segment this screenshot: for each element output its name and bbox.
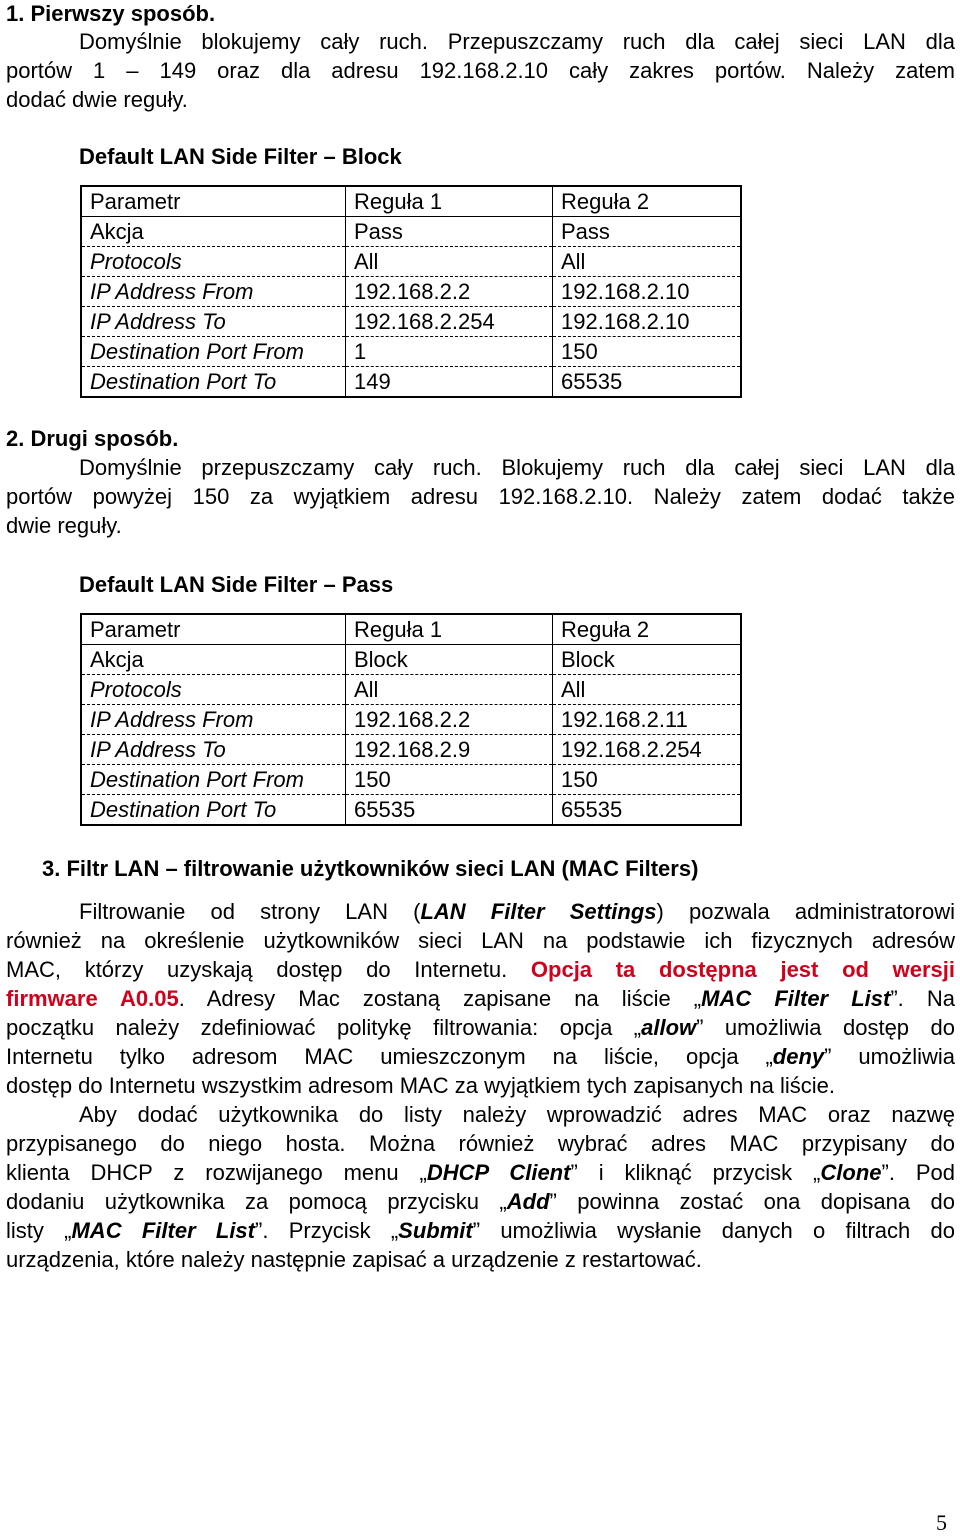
- table-cell-rule-2: 150: [553, 765, 742, 795]
- section3-line6: Internetu tylko adresom MAC umieszczonym na liście, opcja „deny” umożliwia: [6, 1044, 955, 1069]
- section2-paragraph-line1: Domyślnie przepuszczamy cały ruch. Blokujemy ruch dla całej sieci LAN dla: [79, 455, 955, 480]
- section3-line8: Aby dodać użytkownika do listy należy wprowadzić adres MAC oraz nazwę: [79, 1102, 955, 1127]
- table-cell-rule-2: 192.168.2.254: [553, 735, 742, 765]
- table-header-row: [81, 186, 741, 217]
- table-cell-rule-1: 65535: [346, 795, 553, 826]
- table-cell-rule-2: 65535: [553, 795, 742, 826]
- section3-line5: początku należy zdefiniować politykę filtrowania: opcja „allow” umożliwia dostęp do: [6, 1015, 955, 1040]
- table-cell-rule-2: 65535: [553, 367, 742, 398]
- table-row: [81, 765, 741, 795]
- section3-line13: urządzenia, które należy następnie zapisać a urządzenie z restartować.: [6, 1247, 702, 1272]
- section2-paragraph-line3: dwie reguły.: [6, 513, 122, 538]
- section1-paragraph-line3: dodać dwie reguły.: [6, 87, 188, 112]
- table-cell-rule-1: Reguła 1: [346, 186, 553, 217]
- section3-line9: przypisanego do niego hosta. Można również wybrać adres MAC przypisany do: [6, 1131, 955, 1156]
- table-cell-rule-1: 1: [346, 337, 553, 367]
- table-row: [81, 337, 741, 367]
- table-cell-parameter: Akcja: [81, 217, 346, 247]
- section3-line12: listy „MAC Filter List”. Przycisk „Submit” umożliwia wysłanie danych o filtrach do: [6, 1218, 955, 1243]
- table-cell-parameter: Destination Port From: [81, 765, 346, 795]
- table-row: [81, 645, 741, 675]
- table-row: [81, 277, 741, 307]
- table-cell-rule-1: 192.168.2.254: [346, 307, 553, 337]
- section1-paragraph-line1: Domyślnie blokujemy cały ruch. Przepuszczamy ruch dla całej sieci LAN dla: [79, 29, 955, 54]
- highlighted-text: Opcja ta dostępna jest od wersji: [530, 957, 956, 982]
- table-cell-parameter: Protocols: [81, 247, 346, 277]
- table-row: [81, 247, 741, 277]
- table-cell-parameter: IP Address To: [81, 735, 346, 765]
- table-cell-parameter: Protocols: [81, 675, 346, 705]
- table-cell-rule-1: Pass: [346, 217, 553, 247]
- table-cell-parameter: IP Address To: [81, 307, 346, 337]
- table-cell-parameter: Destination Port To: [81, 367, 346, 398]
- table-row: [81, 735, 741, 765]
- section1-table-title: Default LAN Side Filter – Block: [79, 144, 402, 169]
- table-cell-rule-1: 192.168.2.2: [346, 277, 553, 307]
- table-cell-rule-1: All: [346, 247, 553, 277]
- highlighted-text: firmware A0.05: [6, 986, 179, 1011]
- section3-heading: 3. Filtr LAN – filtrowanie użytkowników sieci LAN (MAC Filters): [42, 856, 699, 881]
- table-cell-rule-2: Reguła 2: [553, 186, 742, 217]
- table-cell-rule-1: Reguła 1: [346, 614, 553, 645]
- table-cell-rule-1: All: [346, 675, 553, 705]
- section3-line1: Filtrowanie od strony LAN (LAN Filter Settings) pozwala administratorowi: [79, 899, 956, 924]
- section2-heading: 2. Drugi sposób.: [6, 426, 179, 451]
- table-cell-rule-2: 192.168.2.11: [553, 705, 742, 735]
- table-cell-parameter: Destination Port To: [81, 795, 346, 826]
- table-cell-parameter: Parametr: [81, 186, 346, 217]
- table-row: [81, 217, 741, 247]
- page-number: 5: [936, 1510, 947, 1535]
- table-cell-parameter: Parametr: [81, 614, 346, 645]
- table-cell-rule-2: All: [553, 247, 742, 277]
- table-cell-rule-2: 150: [553, 337, 742, 367]
- section1-paragraph-line2: portów 1 – 149 oraz dla adresu 192.168.2.10 cały zakres portów. Należy zatem: [6, 58, 955, 83]
- table-row: [81, 795, 741, 826]
- filter-table-pass: [80, 613, 742, 826]
- table-cell-parameter: IP Address From: [81, 277, 346, 307]
- table-row: [81, 367, 741, 398]
- section3-line7: dostęp do Internetu wszystkim adresom MAC za wyjątkiem tych zapisanych na liście.: [6, 1073, 835, 1098]
- filter-table-block: [80, 185, 742, 398]
- table-cell-rule-2: 192.168.2.10: [553, 277, 742, 307]
- section3-line2: również na określenie użytkowników sieci LAN na podstawie ich fizycznych adresów: [6, 928, 955, 953]
- table-cell-rule-2: Pass: [553, 217, 742, 247]
- table-cell-parameter: IP Address From: [81, 705, 346, 735]
- section3-line4: firmware A0.05. Adresy Mac zostaną zapisane na liście „MAC Filter List”. Na: [6, 986, 955, 1011]
- table-cell-rule-1: 192.168.2.9: [346, 735, 553, 765]
- table-cell-rule-2: Block: [553, 645, 742, 675]
- table-row: [81, 307, 741, 337]
- table-cell-rule-1: 150: [346, 765, 553, 795]
- section3-line3: MAC, którzy uzyskają dostęp do Internetu. Opcja ta dostępna jest od wersji: [6, 957, 956, 982]
- table-cell-rule-1: 149: [346, 367, 553, 398]
- table-header-row: [81, 614, 741, 645]
- table-cell-parameter: Destination Port From: [81, 337, 346, 367]
- table-cell-rule-1: Block: [346, 645, 553, 675]
- section3-line10: klienta DHCP z rozwijanego menu „DHCP Client” i kliknąć przycisk „Clone”. Pod: [6, 1160, 956, 1185]
- table-cell-rule-1: 192.168.2.2: [346, 705, 553, 735]
- section2-table-title: Default LAN Side Filter – Pass: [79, 572, 394, 597]
- section1-heading: 1. Pierwszy sposób.: [6, 1, 216, 26]
- table-cell-rule-2: All: [553, 675, 742, 705]
- table-cell-rule-2: Reguła 2: [553, 614, 742, 645]
- table-row: [81, 675, 741, 705]
- table-cell-parameter: Akcja: [81, 645, 346, 675]
- table-cell-rule-2: 192.168.2.10: [553, 307, 742, 337]
- section3-line11: dodaniu użytkownika za pomocą przycisku „Add” powinna zostać ona dopisana do: [6, 1189, 955, 1214]
- table-row: [81, 705, 741, 735]
- section2-paragraph-line2: portów powyżej 150 za wyjątkiem adresu 192.168.2.10. Należy zatem dodać także: [6, 484, 955, 509]
